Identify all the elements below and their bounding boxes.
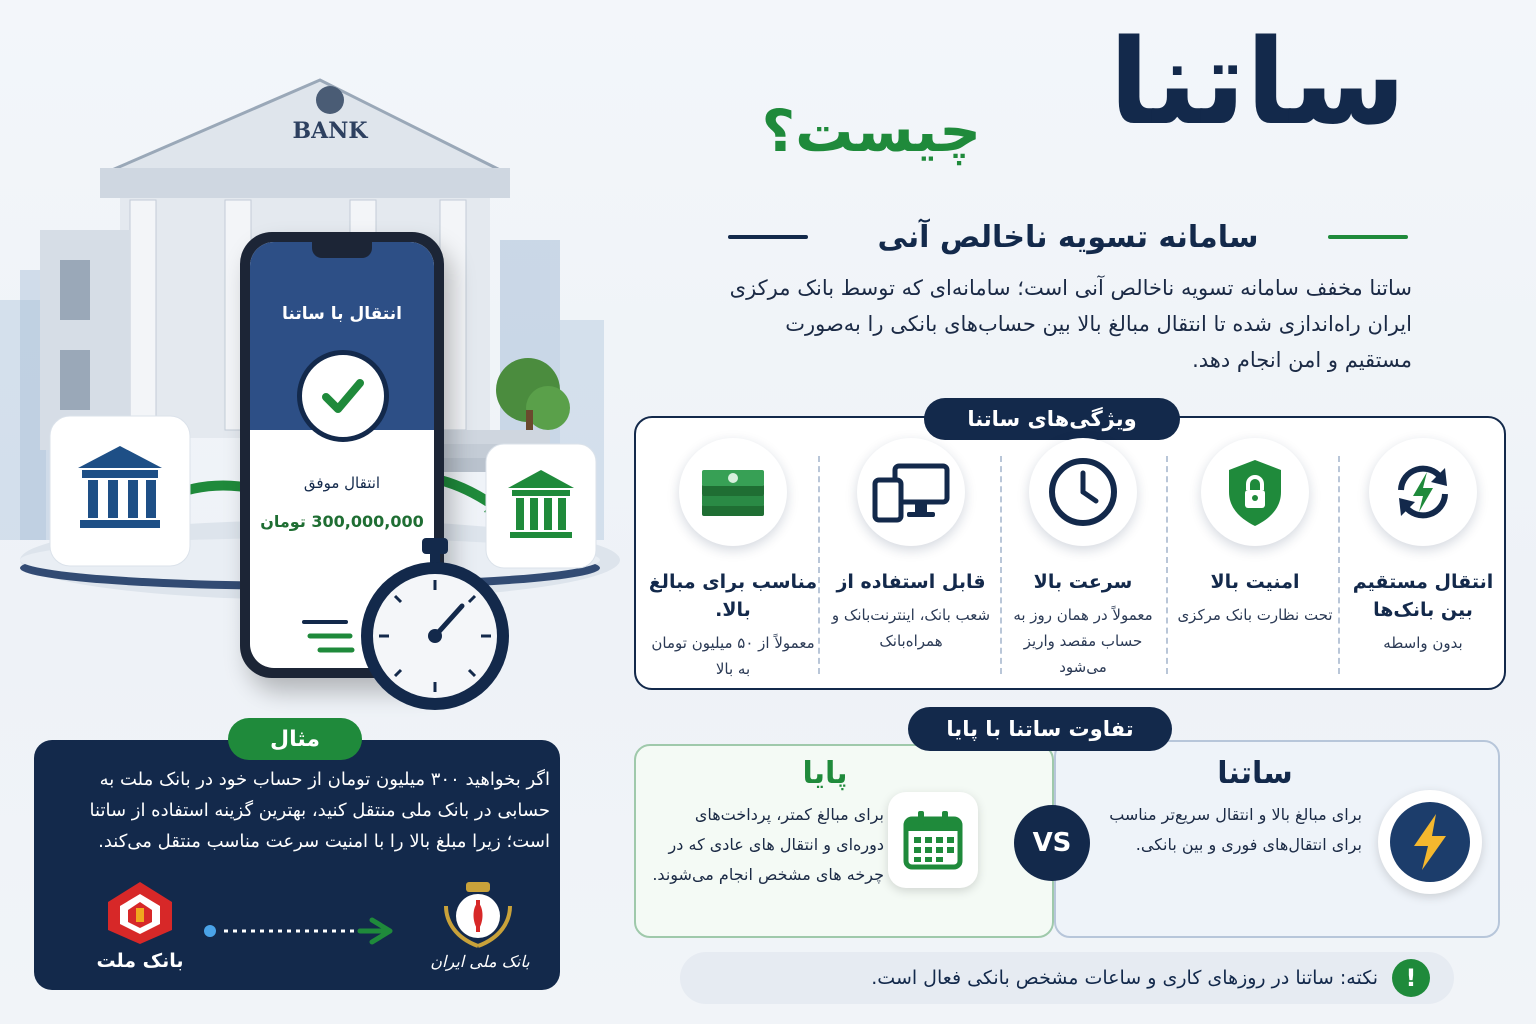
feature-desc: شعب بانک، اینترنت‌بانک و همراه‌بانک xyxy=(831,606,991,650)
transfer-arrow-icon xyxy=(200,914,410,948)
vs-badge: VS xyxy=(1014,805,1090,881)
check-icon xyxy=(297,350,389,442)
intro-paragraph: ساتنا مخفف سامانه تسویه ناخالص آنی است؛ سامانه‌ای که توسط بانک مرکزی ایران راه‌اندازی شده تا انتقال مبالغ بالا بین حساب‌های بانکی را به‌صورت مستقیم و امن انجام دهد. xyxy=(729,276,1412,372)
feature-desc: معمولاً از ۵۰ میلیون تومان به بالا xyxy=(651,634,815,678)
note-text: نکته: ساتنا در روزهای کاری و ساعات مشخص بانکی فعال است. xyxy=(871,967,1378,989)
paya-text: برای مبالغ کمتر، پرداخت‌های دوره‌ای و انتقال های عادی که در چرخه های مشخص انجام می‌شوند. xyxy=(652,805,884,884)
feature-title: انتقال مستقیم بین بانک‌ها xyxy=(1352,571,1494,621)
subtitle-row xyxy=(728,212,1408,262)
phone-title: انتقال با ساتنا xyxy=(282,304,402,324)
features-heading: ویژگی‌های ساتنا xyxy=(924,398,1180,440)
paya-title: پایا xyxy=(802,756,848,791)
feature-channels xyxy=(826,438,996,688)
feature-title: مناسب برای مبالغ بالا. xyxy=(648,571,818,621)
clock-icon xyxy=(1029,438,1137,546)
feature-speed xyxy=(998,438,1168,688)
lightning-sync-icon xyxy=(1369,438,1477,546)
example-heading: مثال xyxy=(228,718,362,760)
phone-status: انتقال موفق xyxy=(303,474,381,492)
subtitle-line-right xyxy=(1328,235,1408,239)
feature-title: سرعت بالا xyxy=(1033,571,1133,593)
lightning-icon xyxy=(1378,790,1482,894)
money-stack-icon xyxy=(679,438,787,546)
example-text: اگر بخواهید ۳۰۰ میلیون تومان از حساب خود در بانک ملت به حسابی در بانک ملی منتقل کنید، بهترین گزینه استفاده از ساتنا است؛ زیرا مبلغ بالا را با امنیت سرعت مناسب منتقل می‌کند. xyxy=(89,769,550,852)
satna-title: ساتنا xyxy=(1217,756,1293,791)
compare-heading: تفاوت ساتنا با پایا xyxy=(908,707,1172,751)
page-title: ساتنا xyxy=(1108,13,1406,151)
feature-title: امنیت بالا xyxy=(1210,571,1300,593)
mellat-bank-name: بانک ملت xyxy=(96,950,184,972)
page-subtitle: سامانه تسویه ناخالص آنی xyxy=(877,219,1259,255)
calendar-icon xyxy=(888,792,978,888)
bank-sign: BANK xyxy=(292,118,368,144)
exclamation-icon: ! xyxy=(1392,959,1430,997)
feature-desc: تحت نظارت بانک مرکزی xyxy=(1177,606,1333,624)
mellat-logo-icon xyxy=(104,880,176,946)
feature-direct-transfer xyxy=(1338,438,1508,688)
stopwatch-icon xyxy=(300,536,520,726)
subtitle-line-left xyxy=(728,235,808,239)
feature-high-amount xyxy=(648,438,818,688)
page-title-question: چیست؟ xyxy=(761,97,981,165)
feature-desc: معمولاً در همان روز به حساب مقصد واریز می‌شود xyxy=(1013,606,1153,676)
feature-title: قابل استفاده از xyxy=(836,571,986,593)
devices-icon xyxy=(857,438,965,546)
feature-security xyxy=(1170,438,1340,688)
shield-lock-icon xyxy=(1201,438,1309,546)
melli-logo-icon xyxy=(436,876,520,952)
note-bar xyxy=(680,952,1454,1004)
melli-bank-name: بانک ملی ایران xyxy=(430,952,530,971)
satna-text: برای مبالغ بالا و انتقال سریع‌تر مناسب برای انتقال‌های فوری و بین بانکی. xyxy=(1109,805,1362,854)
feature-desc: بدون واسطه xyxy=(1383,634,1463,652)
phone-amount: 300,000,000 تومان xyxy=(260,512,424,531)
